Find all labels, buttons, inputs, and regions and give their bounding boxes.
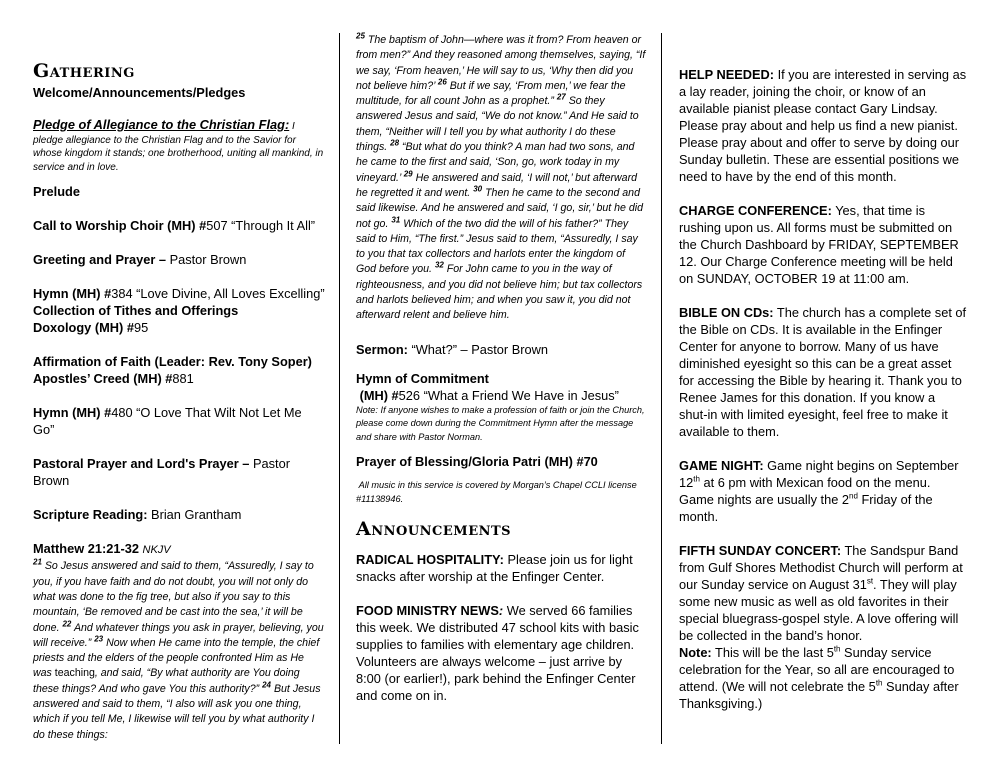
hymn-480-line [33, 404, 325, 438]
ordinal-suffix: st [866, 576, 874, 586]
verse-text: And whatever things you ask in prayer, believing, you will receive.” [33, 621, 324, 649]
scripture-reader: Brian Grantham [151, 507, 242, 523]
pastoral-prayer-text: Pastor Brown [33, 456, 290, 489]
scripture-reading-label: Scripture Reading: [33, 507, 148, 523]
scripture-passage-part1 [33, 559, 325, 743]
fifth-sunday-text: The Sandspur Band from Gulf Shores Methodist Church will perform at our Sunday service on August 31 [679, 543, 963, 592]
blessing-line: Prayer of Blessing/Gloria Patri (MH) #70 [356, 454, 598, 470]
food-ministry-text: We served 66 families this week. We distributed 47 school kits with basic supplies to families with elementary age children. Volunteers are always welcome – just arrive by 8:00 (or earlier!), park behind the Enfinger Center and come on in. [356, 603, 639, 704]
prelude-line: Prelude [33, 184, 80, 200]
hymn-384-text: 384 “Love Divine, All Loves Excelling” [111, 286, 325, 302]
help-needed-label: HELP NEEDED: [679, 67, 775, 82]
greeting-label: Greeting and Prayer – [33, 252, 166, 268]
column-divider-right [661, 33, 662, 744]
commitment-hymn-line [356, 387, 646, 404]
hymn-384-line [33, 285, 325, 302]
verse-text: But if we say, ‘From men,’ we fear the multitude, for all count John as a prophet.” [356, 79, 626, 108]
sermon-label: Sermon: [356, 341, 408, 357]
verse-text: He answered and said, ‘I will not,’ but afterward he regretted it and went. [356, 171, 637, 199]
verse-number: 24 [262, 680, 272, 690]
verse-text: So Jesus answered and said to them, “Assuredly, I say to you, if you have faith and do not doubt, you will not only do what was done to the fig tree, but also if you say to this mountain, ‘Be removed and be cast into the sea,’ it will be done. [33, 560, 314, 634]
ordinal-suffix: th [693, 474, 700, 484]
food-ministry-paragraph [356, 602, 646, 704]
doxology-text: 95 [133, 320, 149, 336]
verse-number: 27 [556, 92, 566, 102]
sermon-column [356, 33, 646, 704]
food-ministry-colon: : [498, 603, 504, 619]
hymn-480-text: 480 “O Love That Wilt Not Let Me Go” [33, 405, 302, 438]
verse-number: 26 [437, 77, 447, 87]
verse-number: 30 [473, 184, 483, 194]
affirmation-line: Affirmation of Faith (Leader: Rev. Tony Soper) [33, 354, 312, 370]
fifth-sunday-paragraph [679, 542, 967, 644]
pledge-text: I pledge allegiance to the Christian Flag and to the Savior for whose kingdom it stands; one brotherhood, uniting all mankind, in service and in love. [33, 121, 324, 173]
verse-number: 31 [391, 215, 401, 225]
fifth-sunday-text: . They will play some new music as well as old favorites in their special bluegrass-gospel style. A love offering will be collected in the band’s honor. [679, 577, 959, 643]
charge-conference-text: Yes, that time is rushing upon us. All forms must be submitted on the Church Dashboard by FRIDAY, SEPTEMBER 12. Our Charge Conference meeting will be held on SUNDAY, OCTOBER 19 at 11:00 am. [679, 203, 959, 286]
charge-conference-paragraph [679, 202, 967, 287]
verse-number: 32 [434, 260, 444, 270]
pledge-paragraph [33, 118, 325, 174]
ccli-text: All music in this service is covered by Morgan’s Chapel CCLI license #11138946. [356, 480, 637, 504]
hymn-480-label: Hymn (MH) # [33, 405, 112, 421]
order-of-worship-column [33, 60, 325, 743]
verse-number: 23 [94, 634, 104, 644]
scripture-version: NKJV [142, 544, 171, 557]
creed-label: Apostles’ Creed (MH) # [33, 371, 173, 387]
scripture-reference [33, 540, 325, 559]
gathering-heading: Gathering [33, 60, 135, 82]
hospitality-label: RADICAL HOSPITALITY: [356, 552, 504, 568]
verse-number: 28 [390, 138, 400, 148]
creed-line [33, 370, 325, 387]
commitment-hymn-text: 526 “What a Friend We Have in Jesus” [398, 387, 619, 403]
call-to-worship-line [33, 217, 325, 234]
game-night-paragraph [679, 457, 967, 525]
help-needed-text: If you are interested in serving as a lay reader, joining the choir, or know of an available pianist please contact Gary Lindsay. Please pray about and help us find a new pianist. Please pray about and offer to serve by doing our Sunday bulletin. These are essential positions we need to have by the end of this month. [679, 67, 967, 184]
pastoral-prayer-line [33, 455, 325, 489]
verse-text: “But what do you think? A man had two sons, and he came to the first and said, ‘Son, go, work today in my vineyard.’ [356, 141, 635, 184]
commitment-hymn-label: (MH) # [359, 387, 399, 403]
call-to-worship-label: Call to Worship Choir (MH) # [33, 218, 207, 234]
hospitality-paragraph [356, 551, 646, 585]
ordinal-suffix: th [875, 678, 883, 688]
verse-text-upright: teaching [54, 667, 95, 680]
game-night-text: at 6 pm with Mexican food on the menu. Game nights are usually the 2 [679, 475, 931, 507]
commitment-title: Hymn of Commitment [356, 370, 489, 386]
verse-number: 25 [356, 31, 365, 41]
fifth-sunday-label: FIFTH SUNDAY CONCERT: [679, 543, 842, 558]
verse-text: For John came to you in the way of righteousness, and you did not believe him; but tax collectors and harlots believed him; and when you saw it, you did not afterward relent and believe him. [356, 263, 643, 322]
game-night-text: Game night begins on September 12 [679, 458, 959, 490]
food-ministry-label: FOOD MINISTRY NEWS [356, 603, 499, 619]
verse-text: The baptism of John—where was it from? From heaven or from men?” And they reasoned among themselves, saying, “If we say, ‘From heaven,’ He will say to us, ‘Why then did you not believe him?’ [356, 34, 646, 92]
verse-text: Now when He came into the temple, the chief priests and the elders of the people confronted Him as He was [33, 636, 320, 680]
call-to-worship-text: 507 “Through It All” [206, 218, 316, 234]
bible-cds-label: BIBLE ON CDs: [679, 305, 774, 320]
creed-text: 881 [172, 371, 194, 387]
verse-text: Which of the two did the will of his father?” They said to Him, “The first.” Jesus said to them, “Assuredly, I say to you that tax collectors and harlots enter the kingdom of God before you. [356, 217, 638, 276]
note-text: Sunday after Thanksgiving.) [679, 679, 959, 711]
doxology-label: Doxology (MH) # [33, 320, 134, 336]
doxology-line [33, 319, 325, 336]
note-text: Sunday service celebration for the Year, so all are encouraged to attend. (We will not celebrate the 5 [679, 645, 955, 694]
greeting-line [33, 251, 325, 268]
help-needed-paragraph [679, 66, 967, 185]
ordinal-suffix: th [833, 644, 841, 654]
note-label: Note: [679, 645, 712, 660]
bible-cds-paragraph [679, 304, 967, 440]
note-text: This will be the last 5 [711, 645, 834, 660]
column-divider-left [339, 33, 340, 744]
sermon-line [356, 341, 646, 358]
game-night-label: GAME NIGHT: [679, 458, 764, 473]
verse-text: So they answered Jesus and said, “We do not know.” And He said to them, “Neither will I tell you by what authority I do these things. [356, 95, 639, 154]
pastoral-prayer-label: Pastoral Prayer and Lord's Prayer – [33, 456, 250, 472]
hospitality-text: Please join us for light snacks after worship at the Enfinger Center. [356, 552, 633, 585]
hymn-384-label: Hymn (MH) # [33, 286, 112, 302]
announcements-heading: Announcements [356, 518, 512, 541]
verse-number: 22 [62, 619, 72, 629]
announcements-column [679, 66, 967, 712]
pledge-label: Pledge of Allegiance to the Christian Flag: [33, 117, 290, 132]
sermon-text: “What?” – Pastor Brown [411, 341, 549, 357]
verse-text: But Jesus answered and said to them, “I also will ask you one thing, which if you tell Me, I likewise will tell you by what authority I do these things: [33, 682, 321, 741]
welcome-line: Welcome/Announcements/Pledges [33, 85, 246, 100]
game-night-text: Friday of the month. [679, 492, 933, 524]
verse-number: 29 [403, 169, 413, 179]
fifth-sunday-note [679, 644, 967, 712]
commitment-note: Note: If anyone wishes to make a profession of faith or join the Church, please come down during the Commitment Hymn after the message and share with Pastor Norman. [356, 404, 645, 442]
charge-conference-label: CHARGE CONFERENCE: [679, 203, 832, 218]
bible-cds-text: The church has a complete set of the Bible on CDs. It is available in the Enfinger Center for anyone to borrow. Many of us have diminished eyesight so this can be a great asset for accessing the Bible by hearing it. Thank you to Renee James for this donation. If you know a shut-in with limited eyesight, feel free to make it available to them. [679, 305, 967, 439]
ccli-note [356, 479, 646, 506]
ordinal-suffix: nd [849, 491, 858, 501]
verse-text: Then he came to the second and said likewise. And he answered and said, ‘I go, sir,’ but he did not go. [356, 186, 643, 230]
scripture-reference-text: Matthew 21:21-32 [33, 541, 139, 557]
tithes-line: Collection of Tithes and Offerings [33, 303, 239, 319]
scripture-passage-part2 [356, 33, 646, 324]
verse-number: 21 [33, 557, 42, 567]
greeting-text: Pastor Brown [169, 252, 247, 268]
scripture-reading-line [33, 506, 325, 523]
verse-text: , and said, “By what authority are You doing these things? And who gave You this authority?” [33, 667, 300, 695]
